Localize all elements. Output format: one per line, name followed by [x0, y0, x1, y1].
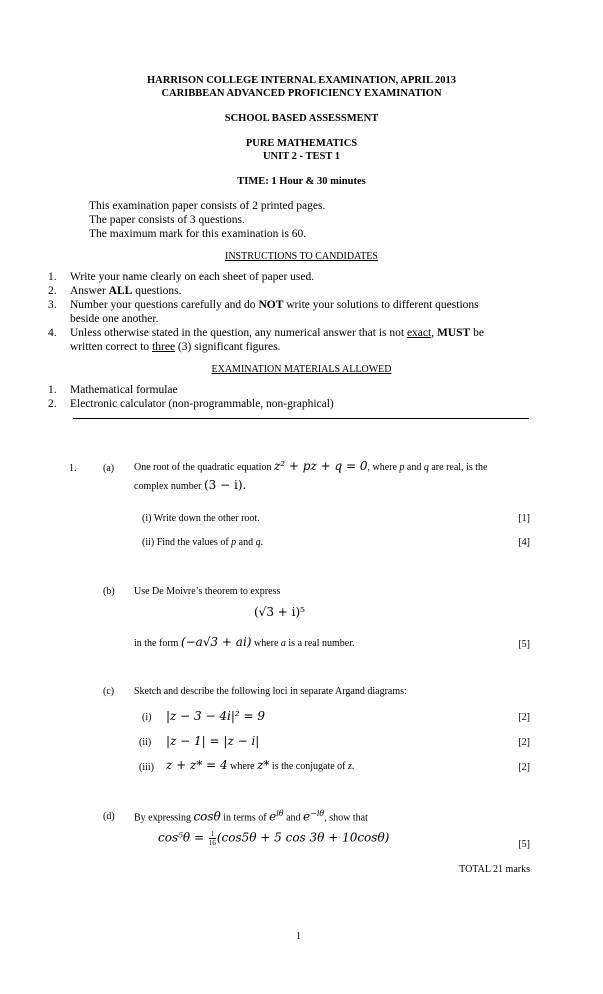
- part-d-text: By expressing cosθ in terms of $e^{i\theta}$ and $e^{-i\theta}$, show that: [134, 809, 368, 824]
- material-number: 2.: [48, 398, 57, 410]
- mark: [5]: [518, 639, 530, 650]
- mark: [4]: [518, 537, 530, 548]
- total-marks: TOTAL 21 marks: [459, 864, 530, 875]
- exam-header-line-2: CARIBBEAN ADVANCED PROFICIENCY EXAMINATION: [161, 88, 442, 99]
- part-b-text: Use De Moivre’s theorem to express: [134, 586, 281, 597]
- material-number: 1.: [48, 384, 57, 396]
- mark: [5]: [518, 839, 530, 850]
- material-2: Electronic calculator (non-programmable, non-graphical): [70, 398, 334, 410]
- instruction-3: Number your questions carefully and do NOT write your solutions to different questions: [70, 299, 479, 311]
- part-a-text: One root of the quadratic equation z² + pz + q = 0, where p and q are real, is the: [134, 459, 488, 473]
- instruction-number: 3.: [48, 299, 57, 311]
- part-b-form: in the form (−a√3 + ai) where a is a real number.: [134, 635, 355, 649]
- instruction-number: 1.: [48, 271, 57, 283]
- exam-header-line-5: UNIT 2 - TEST 1: [262, 151, 341, 162]
- part-c-iii-label: (iii): [139, 762, 154, 773]
- instruction-number: 4.: [48, 327, 57, 339]
- part-c-text: Sketch and describe the following loci in separate Argand diagrams:: [134, 686, 407, 697]
- locus-3: z + z* = 4 where z* is the conjugate of z.: [166, 758, 355, 772]
- section-divider: [73, 418, 529, 419]
- quadratic-equation: z² + pz + q = 0: [273, 459, 368, 473]
- locus-2: |z − 1| = |z − i|: [166, 734, 260, 748]
- exam-header-line-4: PURE MATHEMATICS: [245, 138, 358, 149]
- material-1: Mathematical formulae: [70, 384, 178, 396]
- instruction-3-cont: beside one another.: [70, 313, 159, 325]
- exam-header-line-1: HARRISON COLLEGE INTERNAL EXAMINATION, APRIL 2013: [146, 75, 457, 86]
- part-a-ii: (ii) Find the values of p and q.: [142, 537, 264, 548]
- part-c-label: (c): [103, 686, 115, 697]
- fraction: $\frac{1}{16}$: [208, 830, 216, 847]
- instruction-4: Unless otherwise stated in the question, any numerical answer that is not exact, MUST be: [70, 327, 484, 339]
- instruction-2: Answer ALL questions.: [70, 285, 182, 297]
- info-line-3: The maximum mark for this examination is 60.: [89, 228, 307, 240]
- mark: [2]: [518, 737, 530, 748]
- part-c-i-label: (i): [142, 712, 152, 723]
- info-line-1: This examination paper consists of 2 printed pages.: [89, 200, 326, 212]
- part-a-i: (i) Write down the other root.: [142, 513, 260, 524]
- part-a-label: (a): [103, 463, 115, 474]
- materials-heading: EXAMINATION MATERIALS ALLOWED: [211, 364, 392, 375]
- mark: [2]: [518, 762, 530, 773]
- instructions-heading: INSTRUCTIONS TO CANDIDATES: [225, 251, 378, 262]
- complex-root: (3 − i).: [203, 478, 247, 492]
- mark: [1]: [518, 513, 530, 524]
- locus-1: |z − 3 − 4i|² = 9: [166, 709, 266, 723]
- instruction-4-cont: written correct to three (3) significant figures.: [70, 341, 281, 353]
- info-line-2: The paper consists of 3 questions.: [89, 214, 245, 226]
- de-moivre-expression: (√3 + i)⁵: [254, 605, 305, 619]
- question-number: 1.: [69, 463, 77, 474]
- exam-header-line-3: SCHOOL BASED ASSESSMENT: [224, 113, 379, 124]
- part-d-label: (d): [103, 811, 115, 822]
- exam-time: TIME: 1 Hour & 30 minutes: [237, 176, 366, 187]
- part-c-ii-label: (ii): [139, 737, 152, 748]
- instruction-number: 2.: [48, 285, 57, 297]
- mark: [2]: [518, 712, 530, 723]
- page-number: 1: [296, 931, 301, 942]
- part-b-label: (b): [103, 586, 115, 597]
- identity-formula: cos⁵θ = $\frac{1}{16}$ (cos5θ + 5 cos 3θ + 10cosθ): [158, 830, 390, 847]
- instruction-1: Write your name clearly on each sheet of paper used.: [70, 271, 315, 283]
- part-a-text-2: complex number (3 − i).: [134, 478, 247, 492]
